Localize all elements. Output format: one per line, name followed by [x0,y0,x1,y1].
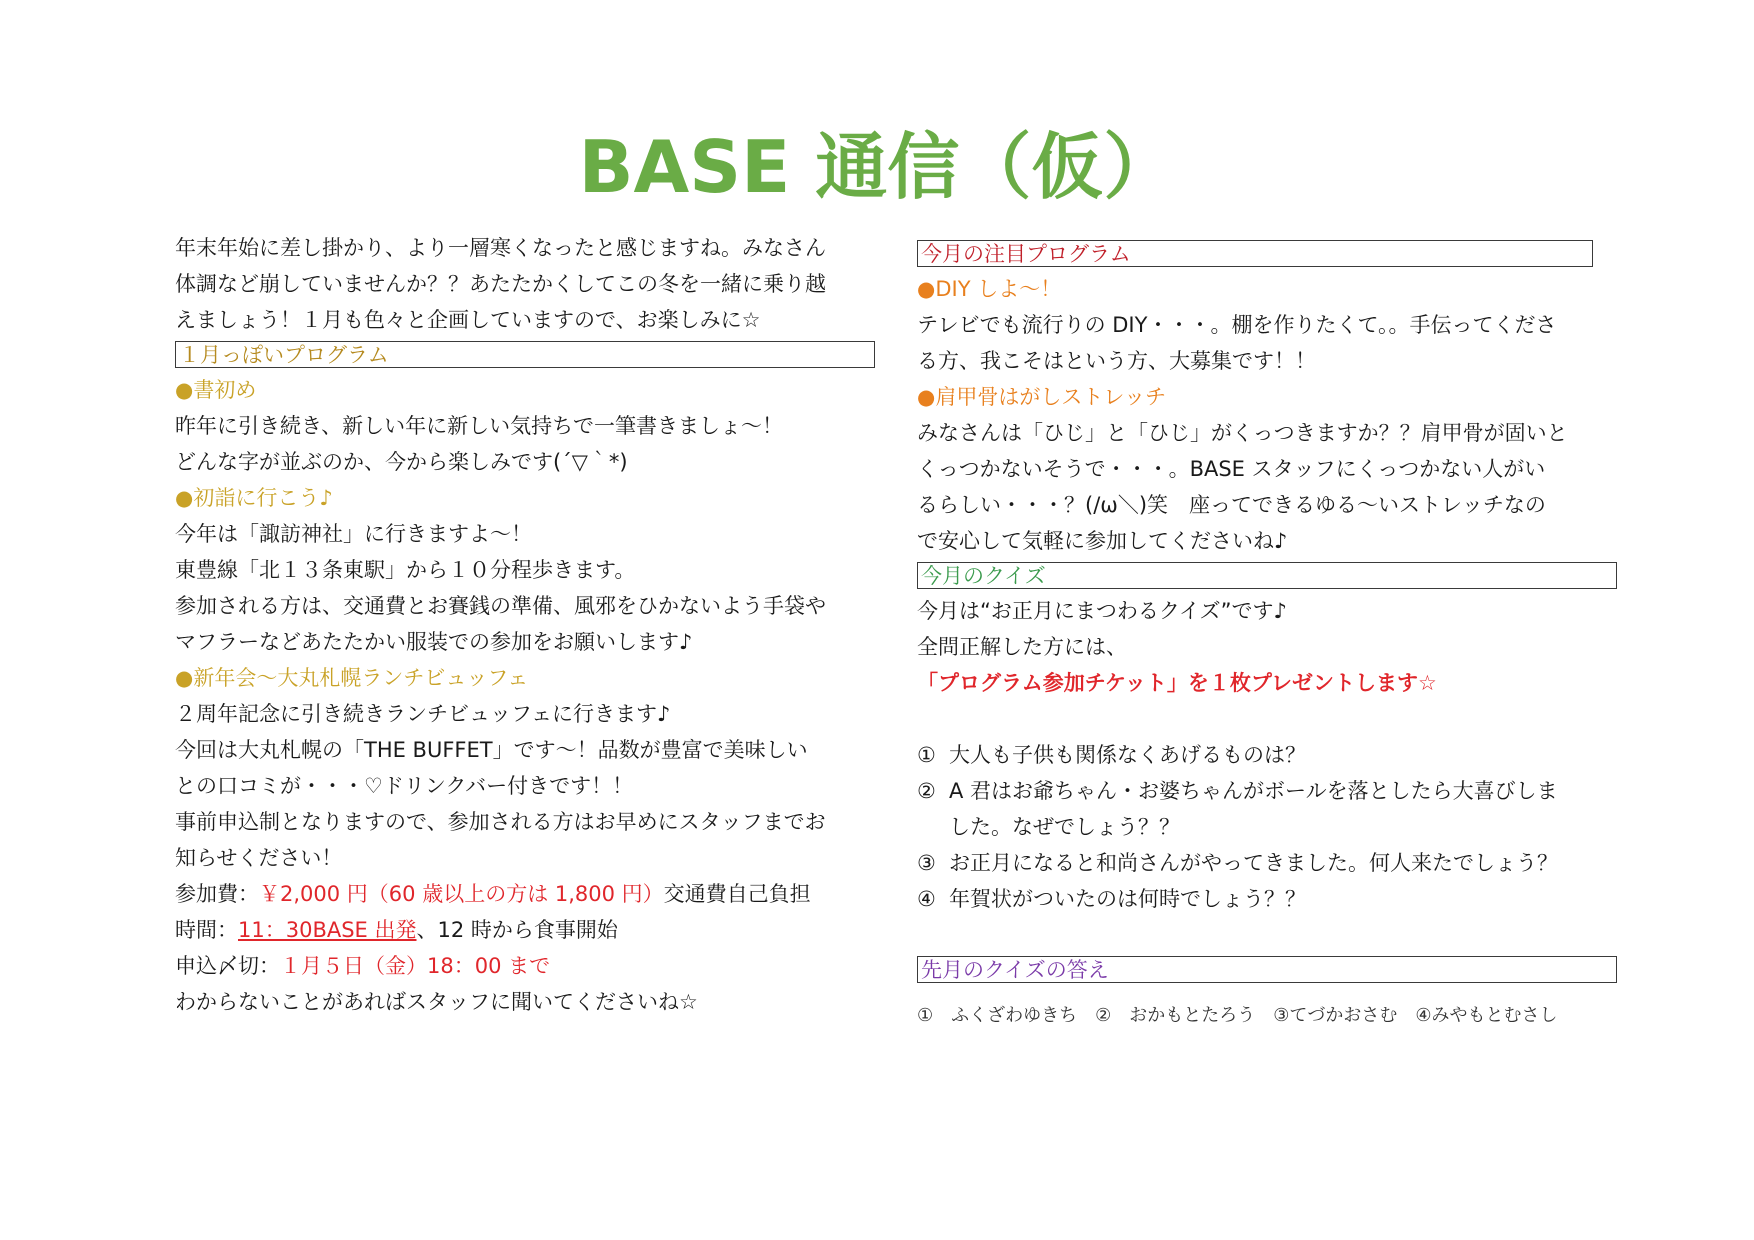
intro-line: 体調など崩していませんか？？あたたかくしてこの冬を一緒に乗り越 [175,272,826,296]
quiz-answers: ① ふくざわゆきち ② おかもとたろう ③てづかおさむ ④みやもとむさし [917,1005,1558,1026]
question-text: 年賀状がついたのは何時でしょう？？ [949,887,1306,911]
deadline-line [175,948,875,984]
spacer [917,917,1617,953]
program-text: るらしい・・・？(/ω＼)笑 座ってできるゆる～いストレッチなの [917,493,1546,517]
quiz-intro-line: 全問正解した方には、 [917,635,1127,659]
question-number: ④ [917,887,936,911]
closing-line: わからないことがあればスタッフに聞いてくださいね☆ [175,990,698,1014]
time-line [175,912,875,948]
section-label-january-programs: １月っぽいプログラム [175,341,875,368]
program-heading-stretch: ●肩甲骨はがしストレッチ [917,385,1167,409]
program-text: 東豊線「北１３条東駅」から１０分程歩きます。 [175,558,636,582]
quiz-intro-line: 今月は“お正月にまつわるクイズ”です♪ [917,599,1287,623]
question-number: ① [917,743,936,767]
program-heading-diy: ●DIY しよ～！ [917,277,1062,301]
program-text: 参加される方は、交通費とお賽銭の準備、風邪をひかないよう手袋や [175,594,826,618]
program-text: どんな字が並ぶのか、今から楽しみです(´▽｀*) [175,450,628,474]
program-text: との口コミが・・・♡ドリンクバー付きです！！ [175,774,634,798]
section-label-monthly-quiz: 今月のクイズ [917,562,1617,589]
program-text: で安心して気軽に参加してくださいね♪ [917,529,1288,553]
program-text: 事前申込制となりますので、参加される方はお早めにスタッフまでお [175,810,826,834]
quiz-prize: 「プログラム参加チケット」を１枚プレゼントします☆ [917,671,1437,695]
program-text: 今年は「諏訪神社」に行きますよ～！ [175,522,532,546]
fee-label: 参加費： [175,882,259,906]
right-column [917,237,1617,1049]
program-text: マフラーなどあたたかい服装での参加をお願いします♪ [175,630,693,654]
program-heading-hatsumode: ●初詣に行こう♪ [175,486,333,510]
quiz-question [917,773,1617,845]
quiz-question [917,845,1617,881]
time-suffix: 、12 時から食事開始 [416,918,618,942]
program-text: テレビでも流行りの DIY・・・。棚を作りたくて。。手伝ってくださ [917,313,1557,337]
section-label-last-month-answers: 先月のクイズの答え [917,956,1617,983]
program-text: 今回は大丸札幌の「THE BUFFET」です～！品数が豊富で美味しい [175,738,808,762]
program-text: くっつかないそうで・・・。BASE スタッフにくっつかない人がい [917,457,1546,481]
question-text: した。なぜでしょう？？ [949,815,1180,839]
quiz-question [917,737,1617,773]
fee-line [175,876,875,912]
program-heading-shinnenkai: ●新年会～大丸札幌ランチビュッフェ [175,666,529,690]
question-text: 大人も子供も関係なくあげるものは？ [949,743,1306,767]
deadline-label: 申込〆切： [175,954,280,978]
question-number: ② [917,779,936,803]
program-text: 知らせください！ [175,846,343,870]
program-text: みなさんは「ひじ」と「ひじ」がくっつきますか？？肩甲骨が固いと [917,421,1568,445]
left-column [175,230,875,1020]
deadline-value: １月５日（金）18：00 まで [280,954,551,978]
program-heading-kakizome: ●書初め [175,378,257,402]
fee-suffix: 交通費自己負担 [663,882,811,906]
time-label: 時間： [175,918,238,942]
time-value: 11：30BASE 出発 [238,918,417,942]
intro-line: えましょう！１月も色々と企画していますので、お楽しみに☆ [175,308,761,332]
intro-line: 年末年始に差し掛かり、より一層寒くなったと感じますね。みなさん [175,236,826,260]
question-number: ③ [917,851,936,875]
program-text: ２周年記念に引き続きランチビュッフェに行きます♪ [175,702,671,726]
section-label-featured-program: 今月の注目プログラム [917,240,1593,267]
page-title: BASE 通信（仮） [578,125,1176,209]
fee-value: ￥2,000 円（60 歳以上の方は 1,800 円） [259,882,664,906]
question-text: A 君はお爺ちゃん・お婆ちゃんがボールを落としたら大喜びしま [949,779,1558,803]
quiz-question [917,881,1617,917]
spacer [917,701,1617,737]
program-text: る方、我こそはという方、大募集です！！ [917,349,1316,373]
question-text: お正月になると和尚さんがやってきました。何人来たでしょう？ [949,851,1558,875]
program-text: 昨年に引き続き、新しい年に新しい気持ちで一筆書きましょ～！ [175,414,783,438]
